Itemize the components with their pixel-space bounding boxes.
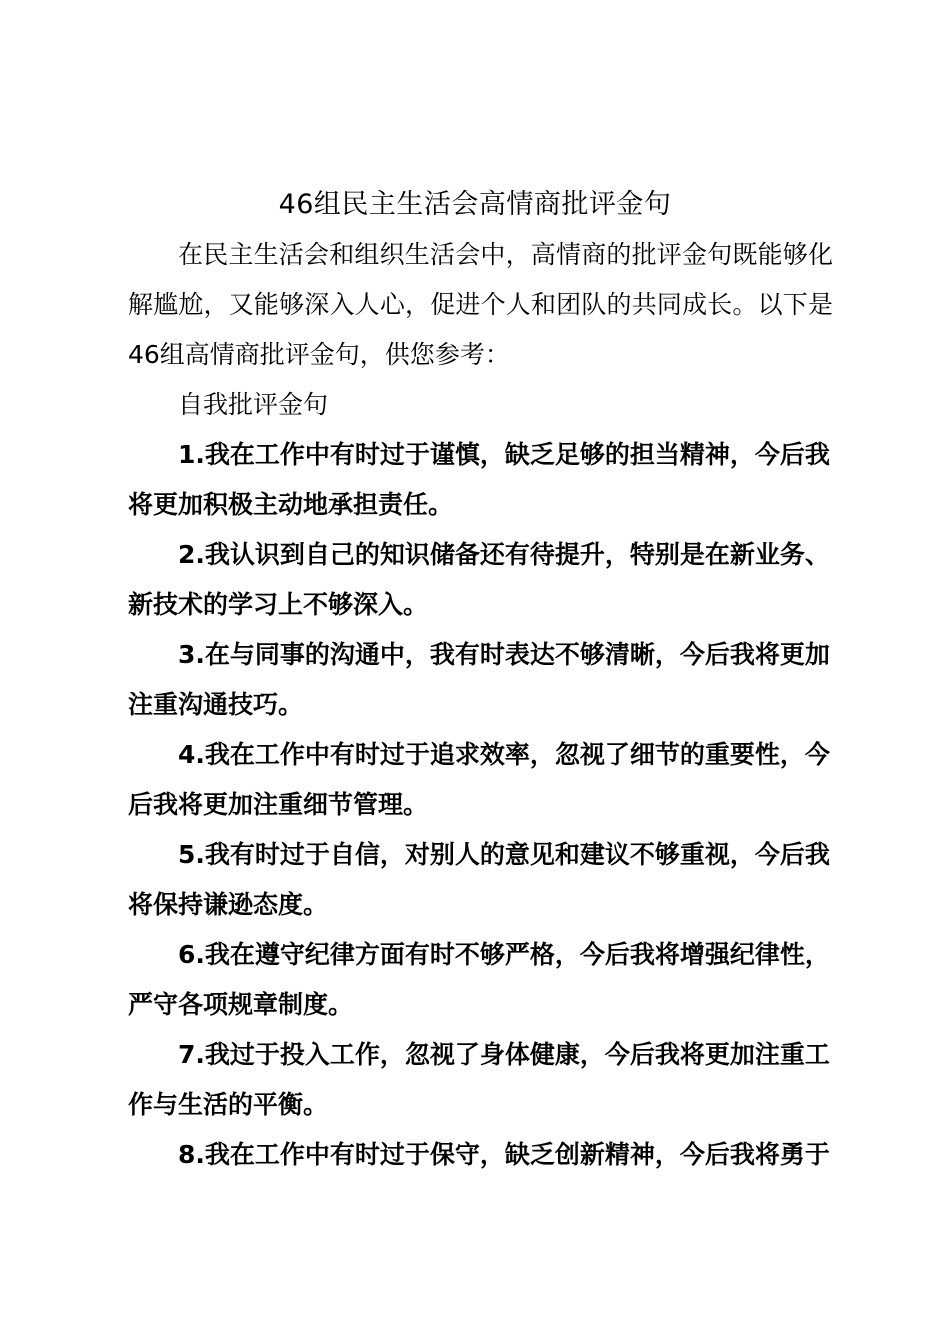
list-item: 4.我在工作中有时过于追求效率，忽视了细节的重要性，今后我将更加注重细节管理。 — [128, 740, 830, 819]
document-title: 46组民主生活会高情商批评金句 — [278, 189, 672, 220]
list-item: 6.我在遵守纪律方面有时不够严格，今后我将增强纪律性，严守各项规章制度。 — [128, 940, 830, 1019]
intro-paragraph: 在民主生活会和组织生活会中，高情商的批评金句既能够化解尴尬，又能够深入人心，促进个人和团队的共同成长。以下是46组高情商批评金句，供您参考： — [128, 240, 833, 369]
list-item: 7.我过于投入工作，忽视了身体健康，今后我将更加注重工作与生活的平衡。 — [128, 1040, 830, 1119]
section-heading: 自我批评金句 — [178, 390, 329, 419]
list-item: 1.我在工作中有时过于谨慎，缺乏足够的担当精神，今后我将更加积极主动地承担责任。 — [128, 440, 830, 519]
list-item: 2.我认识到自己的知识储备还有待提升，特别是在新业务、新技术的学习上不够深入。 — [128, 540, 830, 619]
list-item: 3.在与同事的沟通中，我有时表达不够清晰，今后我将更加注重沟通技巧。 — [128, 640, 830, 719]
list-item: 5.我有时过于自信，对别人的意见和建议不够重视，今后我将保持谦逊态度。 — [128, 840, 830, 919]
list-item: 8.我在工作中有时过于保守，缺乏创新精神，今后我将勇于 — [178, 1140, 830, 1169]
document-body — [128, 230, 833, 1180]
